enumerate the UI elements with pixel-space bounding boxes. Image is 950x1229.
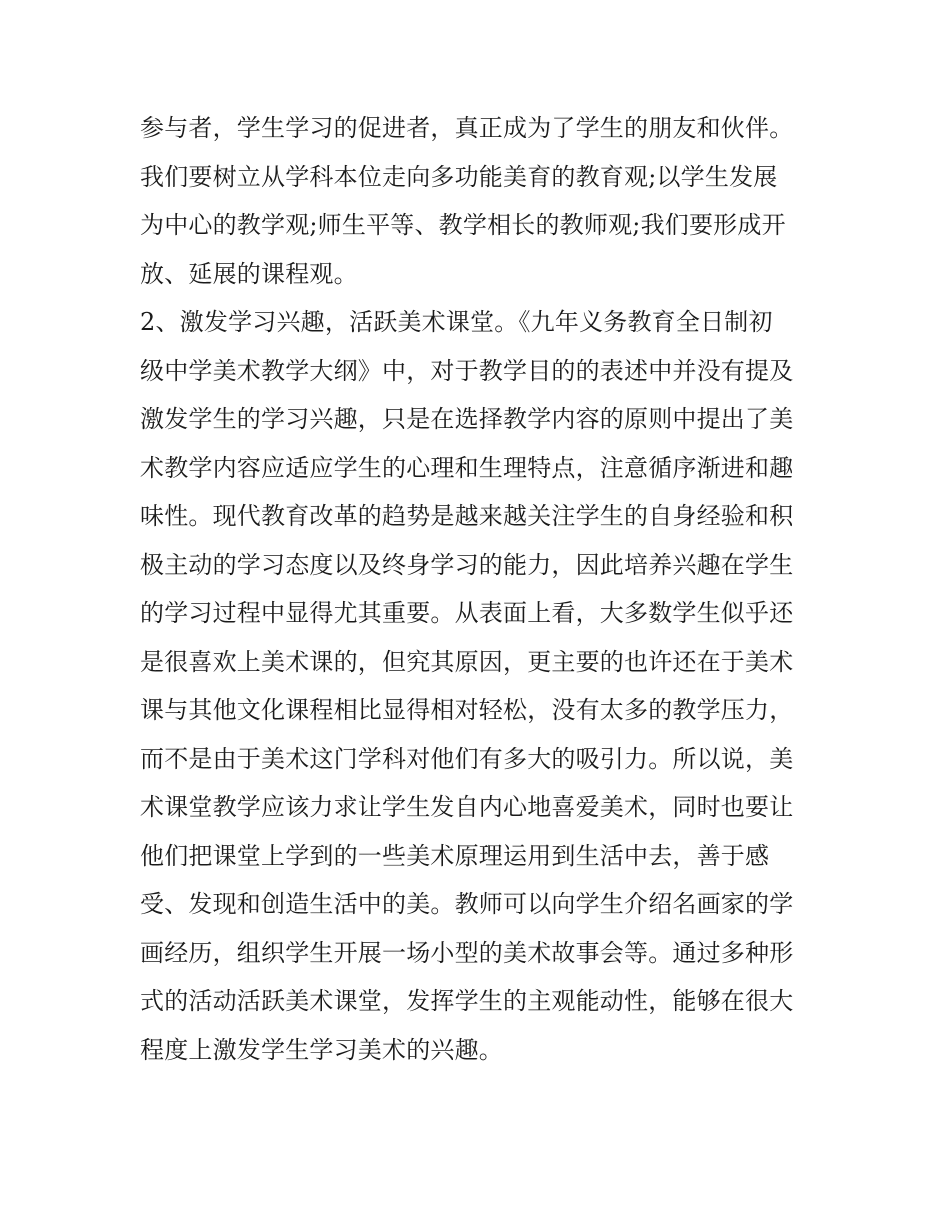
text-line: 极主动的学习态度以及终身学习的能力，因此培养兴趣在学生 xyxy=(140,550,794,579)
text-line: 激发学生的学习兴趣，只是在选择教学内容的原则中提出了美 xyxy=(140,405,794,433)
text-line: 参与者，学生学习的促进者，真正成为了学生的朋友和伙伴。 xyxy=(140,114,794,142)
text-line: 而不是由于美术这门学科对他们有多大的吸引力。所以说，美 xyxy=(140,744,794,773)
text-line: 放、延展的课程观。 xyxy=(140,259,358,288)
text-line: 课与其他文化课程相比显得相对轻松，没有太多的教学压力， xyxy=(140,696,794,724)
text-line: 术教学内容应适应学生的心理和生理特点，注意循序渐进和趣 xyxy=(140,453,794,482)
text-line: 是很喜欢上美术课的，但究其原因，更主要的也许还在于美术 xyxy=(140,647,794,676)
text-line: 程度上激发学生学习美术的兴趣。 xyxy=(140,1035,503,1064)
text-line: 的学习过程中显得尤其重要。从表面上看，大多数学生似乎还 xyxy=(140,599,794,627)
text-line: 术课堂教学应该力求让学生发自内心地喜爱美术，同时也要让 xyxy=(140,793,794,821)
text-line: 式的活动活跃美术课堂，发挥学生的主观能动性，能够在很大 xyxy=(140,987,794,1015)
text-line: 2、激发学习兴趣，活跃美术课堂。《九年义务教育全日制初 xyxy=(140,308,773,336)
text-line: 我们要树立从学科本位走向多功能美育的教育观;以学生发展 xyxy=(140,162,778,191)
text-line: 级中学美术教学大纲》中，对于教学目的的表述中并没有提及 xyxy=(140,356,794,385)
text-line: 味性。现代教育改革的趋势是越来越关注学生的自身经验和积 xyxy=(140,502,794,530)
body-text xyxy=(140,104,820,1074)
text-line: 他们把课堂上学到的一些美术原理运用到生活中去，善于感 xyxy=(140,841,770,870)
text-line: 受、发现和创造生活中的美。教师可以向学生介绍名画家的学 xyxy=(140,890,794,918)
text-line: 画经历，组织学生开展一场小型的美术故事会等。通过多种形 xyxy=(140,938,794,967)
text-line: 为中心的教学观;师生平等、教学相长的教师观;我们要形成开 xyxy=(140,211,786,239)
